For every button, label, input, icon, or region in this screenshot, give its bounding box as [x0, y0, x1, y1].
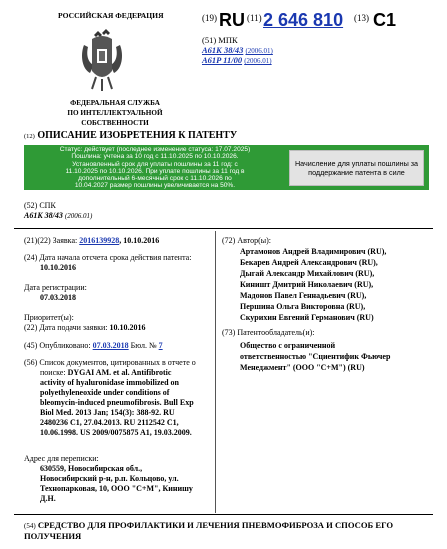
address-label: Адрес для переписки:	[24, 454, 99, 463]
bulletin-label: Бюл. №	[130, 341, 157, 350]
fee-extra-line-2: 10.04.2027 размер пошлины увеличивается на 50%.	[74, 182, 236, 190]
owner-label: (73) Патентообладатель(и):	[222, 328, 315, 337]
document-title: ОПИСАНИЕ ИЗОБРЕТЕНИЯ К ПАТЕНТУ	[37, 130, 238, 141]
invention-title-line2: ПОЛУЧЕНИЯ	[24, 531, 82, 541]
cited-doc-line: activity of hyaluronidase immobilized on	[40, 378, 179, 387]
filing-value: 10.10.2016	[109, 323, 146, 332]
owner-line: Менеджмент" (ООО "С+М") (RU)	[240, 363, 365, 372]
spk-date: (2006.01)	[64, 212, 93, 220]
code-54: (54)	[24, 522, 36, 530]
application-label: (21)(22) Заявка:	[24, 236, 78, 245]
fee-term-line-2: 11.10.2025 по 10.10.2026. При уплате пошлины за 11 год в	[65, 167, 245, 175]
fee-extra-line: дополнительный 6-месячный срок с 11.10.2026 по	[78, 175, 232, 183]
application-number-link[interactable]: 2016139928	[79, 236, 120, 245]
owner-line: ответственностью "Сциентифик Фьючер	[240, 352, 391, 361]
priority-label: Приоритет(ы):	[24, 313, 74, 322]
registration-value: 07.03.2018	[40, 293, 76, 302]
address-line: Д.Н.	[40, 494, 56, 503]
ipc-1-link[interactable]: A61K 38/43	[202, 45, 244, 55]
column-divider	[215, 231, 216, 513]
code-12: (12)	[24, 133, 35, 140]
registration-label: Дата регистрации:	[24, 283, 87, 292]
author-name: Мадонов Павел Геннадьевич (RU),	[240, 291, 367, 300]
fee-term-line: Установленный срок для уплаты пошлины за 11 год: с	[72, 160, 238, 168]
cited-doc-line: DYGAI AM. et al. Antifibrotic	[67, 368, 172, 377]
cited-doc-line: Biol Med. 2013 Jan; 154(3): 388-92. RU	[40, 408, 175, 417]
published-label: (45) Опубликовано:	[24, 341, 91, 350]
validity-value: 10.10.2016	[40, 263, 76, 272]
code-19: (19)	[202, 13, 217, 23]
kind-code: C1	[373, 10, 397, 30]
cited-doc-line: bleomycin-induced pneumofibrosis. Bull Exp	[40, 398, 194, 407]
published-date-link[interactable]: 07.03.2018	[92, 341, 129, 350]
cited-docs-label: (56) Список документов, цитированных в отчете о	[24, 358, 196, 367]
status-banner	[24, 145, 429, 190]
fee-calculation-button-label: Начисление для уплаты пошлины за поддержание патента в силе	[294, 159, 419, 177]
author-name: Артамонов Андрей Владимирович (RU),	[240, 247, 387, 256]
section-divider-bottom	[14, 514, 433, 515]
address-line: 630559, Новосибирская обл.,	[40, 464, 143, 473]
office-name-line1: ФЕДЕРАЛЬНАЯ СЛУЖБА	[70, 99, 160, 107]
fee-calculation-button[interactable]	[289, 150, 424, 186]
author-name: Скурихин Евгений Германович (RU)	[240, 313, 374, 322]
spk-value: A61K 38/43	[24, 211, 63, 220]
code-11: (11)	[247, 13, 262, 23]
author-name: Киништ Дмитрий Николаевич (RU),	[240, 280, 374, 289]
cited-doc-line: 10.06.1998. US 2009/0075875 A1, 19.03.2009.	[40, 428, 192, 437]
ipc-2-link[interactable]: A61P 11/00	[202, 55, 243, 65]
country-name: РОССИЙСКАЯ ФЕДЕРАЦИЯ	[58, 11, 164, 20]
spk-label: (52) СПК	[24, 201, 56, 210]
cited-doc-line: polyethyleneoxide under conditions of	[40, 388, 170, 397]
author-name: Бекарев Андрей Александрович (RU),	[240, 258, 378, 267]
status-line: Статус: действует (последнее изменение статуса: 17.07.2025)	[59, 146, 251, 153]
application-date: , 10.10.2016	[119, 236, 160, 245]
address-line: Новосибирский р-н, р.п. Кольцово, ул.	[40, 474, 179, 483]
author-name: Першина Ольга Викторовна (RU),	[240, 302, 366, 311]
country-code-ru: RU	[219, 10, 245, 30]
bulletin-number-link[interactable]: 7	[158, 341, 163, 350]
section-divider-top	[14, 228, 433, 229]
patent-number-link[interactable]: 2 646 810	[263, 10, 344, 30]
ipc-2-date[interactable]: (2006.01)	[244, 57, 272, 65]
owner-line: Общество с ограниченной	[240, 341, 336, 350]
ipc-1-date[interactable]: (2006.01)	[245, 47, 273, 55]
cited-doc-line: 2480236 C1, 27.04.2013. RU 2112542 C1,	[40, 418, 179, 427]
author-name: Дыгай Александр Михайлович (RU),	[240, 269, 375, 278]
coat-of-arms-emblem	[76, 25, 128, 95]
authors-label: (72) Автор(ы):	[222, 236, 271, 245]
office-name-line2: ПО ИНТЕЛЛЕКТУАЛЬНОЙ СОБСТВЕННОСТИ	[67, 109, 163, 127]
code-13: (13)	[354, 13, 369, 23]
invention-title-line1: СРЕДСТВО ДЛЯ ПРОФИЛАКТИКИ И ЛЕЧЕНИЯ ПНЕВМОФИБРОЗА И СПОСОБ ЕГО	[37, 520, 394, 530]
cited-docs-label-2: поиске:	[40, 368, 66, 377]
validity-label: (24) Дата начала отсчета срока действия патента:	[24, 253, 192, 262]
mpk-label: (51) МПК	[202, 35, 238, 45]
fee-line: Пошлина: учтена за 10 год с 11.10.2025 по 10.10.2026.	[71, 153, 239, 161]
filing-label: (22) Дата подачи заявки:	[24, 323, 108, 332]
address-line: Технопарковая, 10, ООО "С+М", Кинишу	[40, 484, 193, 493]
